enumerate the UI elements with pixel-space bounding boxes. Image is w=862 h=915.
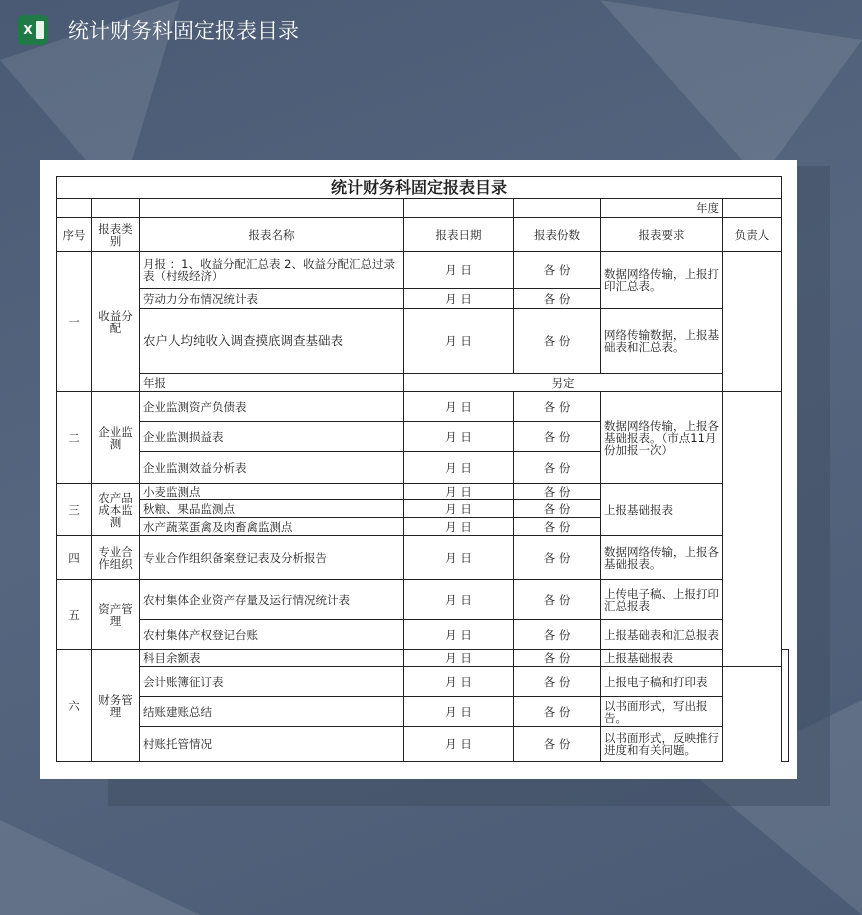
report-name: 小麦监测点 <box>140 484 404 500</box>
table-row <box>57 374 789 392</box>
report-name: 农村集体产权登记台账 <box>140 620 404 650</box>
table-row <box>57 667 789 697</box>
report-date: 月 日 <box>404 580 514 620</box>
report-copies: 各 份 <box>514 452 601 484</box>
table-row <box>57 309 789 374</box>
group-category: 专业合作组织 <box>92 536 140 580</box>
table-row <box>57 392 789 422</box>
report-requirement: 数据网络传输，上报打印汇总表。 <box>601 252 723 309</box>
group-seq: 五 <box>57 580 92 650</box>
table-row <box>57 727 789 762</box>
header-copies: 报表份数 <box>514 218 601 252</box>
report-name: 专业合作组织备案登记表及分析报告 <box>140 536 404 580</box>
group-seq: 一 <box>57 252 92 392</box>
report-copies: 各 份 <box>514 620 601 650</box>
report-date: 月 日 <box>404 484 514 500</box>
report-date: 月 日 <box>404 422 514 452</box>
report-requirement: 以书面形式，反映推行进度和有关问题。 <box>601 727 723 762</box>
owner-cell <box>782 650 789 762</box>
report-name: 科目余额表 <box>140 650 404 667</box>
report-date: 月 日 <box>404 309 514 374</box>
table-row <box>57 252 789 289</box>
report-requirement: 上传电子稿、上报打印汇总报表 <box>601 580 723 620</box>
report-requirement: 以书面形式，写出报告。 <box>601 697 723 727</box>
table-row <box>57 650 789 667</box>
report-copies: 各 份 <box>514 484 601 500</box>
report-date: 月 日 <box>404 518 514 536</box>
app-title: 统计财务科固定报表目录 <box>68 19 299 43</box>
report-name: 企业监测效益分析表 <box>140 452 404 484</box>
group-category: 农产品成本监测 <box>92 484 140 536</box>
year-label: 年度 <box>601 199 723 218</box>
report-name: 水产蔬菜蛋禽及肉畜禽监测点 <box>140 518 404 536</box>
header-owner: 负责人 <box>723 218 782 252</box>
report-copies: 各 份 <box>514 650 601 667</box>
report-name: 结账建账总结 <box>140 697 404 727</box>
group-seq: 四 <box>57 536 92 580</box>
report-name: 月报 ：1、收益分配汇总表 2、收益分配汇总过录表（村级经济） <box>140 252 404 289</box>
report-name: 村账托管情况 <box>140 727 404 762</box>
report-copies: 各 份 <box>514 727 601 762</box>
report-date: 月 日 <box>404 500 514 518</box>
header-category: 报表类别 <box>92 218 140 252</box>
report-name: 年报 <box>140 374 404 392</box>
app-header <box>18 12 299 48</box>
report-copies: 各 份 <box>514 422 601 452</box>
table-row <box>57 620 789 650</box>
report-copies: 各 份 <box>514 667 601 697</box>
report-name: 会计账簿征订表 <box>140 667 404 697</box>
report-name: 企业监测损益表 <box>140 422 404 452</box>
header-seq: 序号 <box>57 218 92 252</box>
report-date: 月 日 <box>404 620 514 650</box>
report-copies: 各 份 <box>514 252 601 289</box>
group-seq: 六 <box>57 650 92 762</box>
report-copies: 各 份 <box>514 536 601 580</box>
report-requirement: 数据网络传输，上报各基础报表。（市点11月份加报一次） <box>601 392 723 484</box>
table-row <box>57 536 789 580</box>
header-date: 报表日期 <box>404 218 514 252</box>
report-requirement: 数据网络传输，上报各基础报表。 <box>601 536 723 580</box>
report-requirement: 网络传输数据，上报基础表和汇总表。 <box>601 309 723 374</box>
report-requirement: 上报基础表和汇总报表 <box>601 620 723 650</box>
report-name: 企业监测资产负债表 <box>140 392 404 422</box>
report-date: 月 日 <box>404 452 514 484</box>
report-date: 月 日 <box>404 392 514 422</box>
report-requirement: 上报电子稿和打印表 <box>601 667 723 697</box>
report-name: 农村集体企业资产存量及运行情况统计表 <box>140 580 404 620</box>
annual-note: 另定 <box>404 374 723 392</box>
table-row <box>57 580 789 620</box>
report-date: 月 日 <box>404 252 514 289</box>
table-row <box>57 484 789 500</box>
group-category: 企业监测 <box>92 392 140 484</box>
report-date: 月 日 <box>404 289 514 309</box>
excel-icon: X <box>18 15 48 45</box>
header-name: 报表名称 <box>140 218 404 252</box>
group-seq: 二 <box>57 392 92 484</box>
report-copies: 各 份 <box>514 697 601 727</box>
report-copies: 各 份 <box>514 500 601 518</box>
report-name: 秋粮、果品监测点 <box>140 500 404 518</box>
report-copies: 各 份 <box>514 518 601 536</box>
report-date: 月 日 <box>404 667 514 697</box>
group-category: 财务管理 <box>92 650 140 762</box>
report-date: 月 日 <box>404 536 514 580</box>
report-name: 劳动力分布情况统计表 <box>140 289 404 309</box>
owner-cell <box>723 392 782 667</box>
table-row <box>57 697 789 727</box>
report-copies: 各 份 <box>514 580 601 620</box>
report-table <box>56 176 789 762</box>
group-seq: 三 <box>57 484 92 536</box>
group-category: 收益分配 <box>92 252 140 392</box>
report-copies: 各 份 <box>514 289 601 309</box>
report-requirement: 上报基础报表 <box>601 650 723 667</box>
document-title: 统计财务科固定报表目录 <box>57 177 782 199</box>
group-category: 资产管理 <box>92 580 140 650</box>
spreadsheet-preview <box>40 160 797 779</box>
owner-cell <box>723 252 782 392</box>
report-date: 月 日 <box>404 650 514 667</box>
report-date: 月 日 <box>404 697 514 727</box>
header-requirement: 报表要求 <box>601 218 723 252</box>
report-name: 农户人均纯收入调查摸底调查基础表 <box>140 309 404 374</box>
report-copies: 各 份 <box>514 392 601 422</box>
report-requirement: 上报基础报表 <box>601 484 723 536</box>
report-date: 月 日 <box>404 727 514 762</box>
report-copies: 各 份 <box>514 309 601 374</box>
